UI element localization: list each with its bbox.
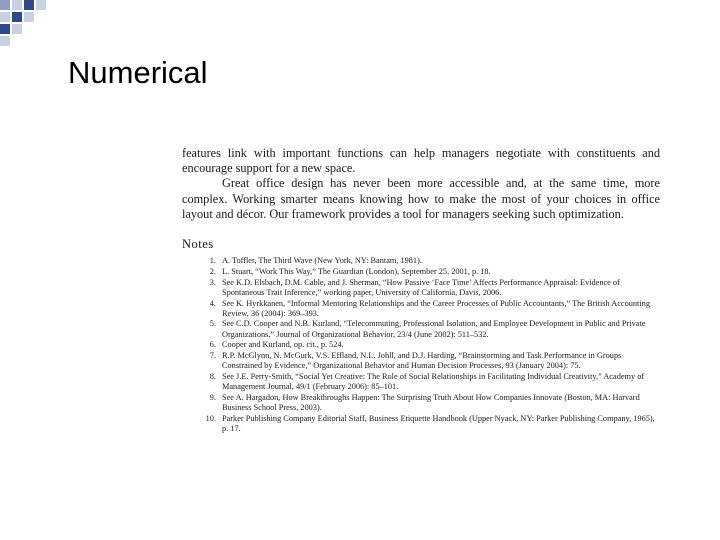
note-item	[182, 256, 660, 266]
note-number: 3.	[209, 277, 216, 287]
note-number: 6.	[209, 340, 216, 350]
note-number: 7.	[209, 351, 216, 361]
deco-square	[12, 12, 22, 22]
note-text: A. Toffler, The Third Wave (New York, NY: Bantam, 1981).	[222, 256, 422, 266]
note-text: Parker Publishing Company Editorial Staff, Business Etiquette Handbook (Upper Nyack, NY: Parker Publishing Company, 1965), p. 17.	[222, 413, 655, 433]
deco-square	[12, 0, 22, 10]
note-text: See J.E. Perry-Smith, “Social Yet Creative: The Role of Social Relationships in Facilitating Individual Creativity,” Academy of Management Journal, 49/1 (February 2006): 85–101.	[222, 371, 645, 392]
deco-square	[36, 0, 46, 10]
deco-square	[0, 24, 10, 34]
note-number: 4.	[209, 298, 216, 308]
note-text: See A. Hargadon, How Breakthroughs Happen: The Surprising Truth About How Companies Innovate (Boston, MA: Harvard Business School Press, 2003).	[222, 392, 640, 413]
deco-square	[0, 0, 10, 10]
note-number: 8.	[209, 371, 216, 381]
note-text: See K. Hyrkkanen, “Informal Mentoring Relationships and the Career Processes of Public Accountants,” The British Accounting Review, 36 (2004): 369–393.	[222, 298, 650, 318]
note-item	[182, 319, 660, 339]
body-paragraph: features link with important functions can help managers negotiate with constituents and encourage support for a new space.	[182, 146, 660, 176]
note-item	[182, 414, 660, 434]
body-paragraph: Great office design has never been more accessible and, at the same time, more complex. Working smarter means knowing how to make the most of your choices in office layout and décor. Our framework provides a tool for managers seeking such optimization.	[182, 176, 660, 221]
slide-title: Numerical	[68, 55, 208, 90]
deco-square	[0, 36, 10, 46]
note-item	[182, 351, 660, 371]
note-text: See K.D. Elsbach, D.M. Cable, and J. Sherman, “How Passive ‘Face Time’ Affects Performance Appraisal: Evidence of Spontaneous Trait Inference,” working paper, University of California, Davis, 2006.	[222, 277, 620, 297]
scanned-page	[182, 146, 660, 504]
note-item	[182, 340, 660, 350]
note-number: 2.	[209, 266, 216, 276]
note-text: L. Stuart, “Work This Way,” The Guardian (London), September 25, 2001, p. 18.	[222, 266, 491, 276]
note-item	[182, 393, 660, 413]
note-number: 9.	[209, 392, 216, 402]
deco-square	[24, 0, 34, 10]
note-number: 5.	[209, 319, 216, 329]
note-number: 10.	[205, 413, 216, 423]
deco-square	[12, 24, 22, 34]
corner-decoration	[0, 0, 60, 50]
notes-heading: Notes	[182, 237, 214, 252]
notes-list	[182, 256, 660, 434]
deco-square	[24, 12, 34, 22]
note-text: R.P. McGlynn, N. McGurk, V.S. Effland, N.L. Johll, and D.J. Harding, “Brainstorming and Task Performance in Groups Constrained by Evidence,” Organizational Behavior and Human Decision Processes, 93 (January 2004): 75.	[222, 351, 622, 371]
note-text: See C.D. Cooper and N.B. Kurland, “Telecommuting, Professional Isolation, and Employee Development in Public and Private Organizations,” Journal of Organizational Behavior, 23/4 (June 2002): 511–532.	[222, 319, 646, 339]
note-item	[182, 278, 660, 298]
deco-square	[0, 12, 10, 22]
note-text: Cooper and Kurland, op. cit., p. 524.	[222, 340, 344, 350]
note-item	[182, 372, 660, 392]
note-item	[182, 299, 660, 319]
note-item	[182, 267, 660, 277]
note-number: 1.	[209, 256, 216, 266]
